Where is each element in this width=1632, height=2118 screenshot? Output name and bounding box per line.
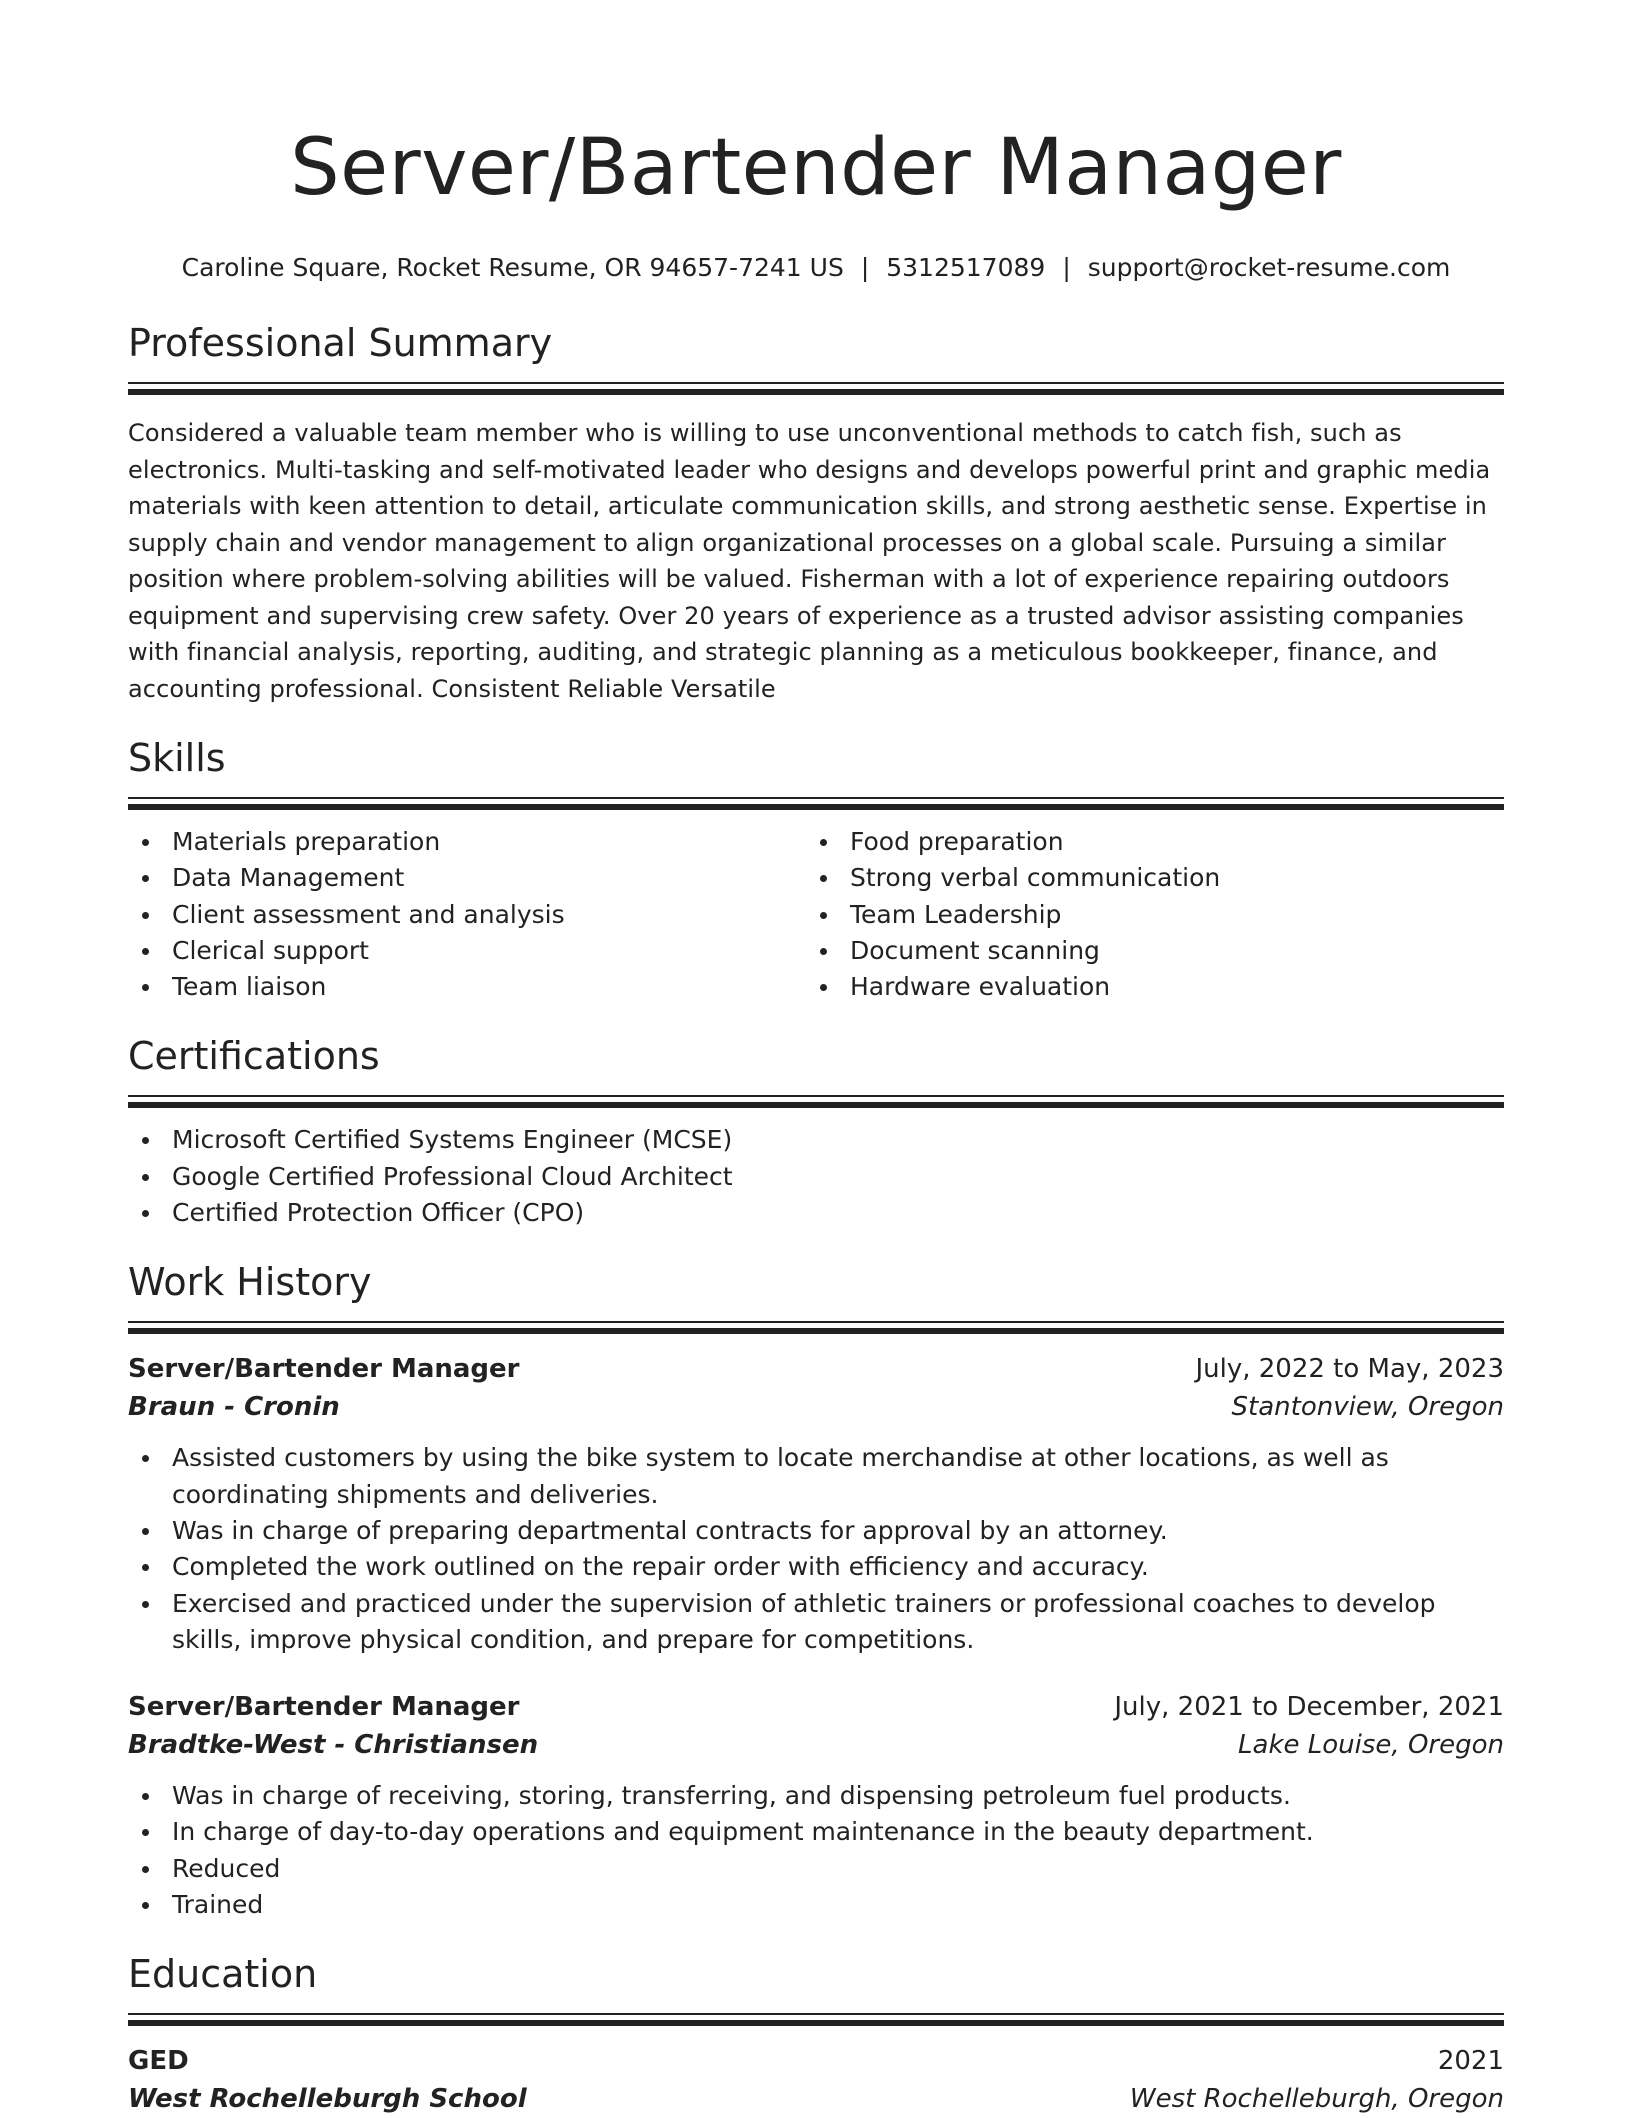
skill-item: Strong verbal communication [806, 860, 1484, 896]
job-bullets [128, 1778, 1504, 1923]
job-dates: July, 2021 to December, 2021 [1114, 1692, 1504, 1723]
job-dates: July, 2022 to May, 2023 [1195, 1354, 1504, 1385]
contact-separator: | [1062, 253, 1071, 282]
job-bullet: In charge of day-to-day operations and equipment maintenance in the beauty department. [128, 1814, 1504, 1850]
job-bullet: Trained [128, 1887, 1504, 1923]
education-year: 2021 [1437, 2046, 1504, 2077]
education-header [128, 2042, 1504, 2080]
contact-line [128, 252, 1504, 284]
job-entry [128, 1350, 1504, 1658]
contact-email: support@rocket-resume.com [1087, 253, 1451, 282]
certification-item: Microsoft Certified Systems Engineer (MCSE) [128, 1122, 1504, 1158]
section-title-summary: Professional Summary [128, 321, 553, 365]
certifications-list [128, 1122, 1504, 1231]
section-title-work-history: Work History [128, 1260, 372, 1305]
job-company: Bradtke-West - Christiansen [128, 1730, 539, 1761]
section-title-education: Education [128, 1952, 318, 1997]
job-bullets [128, 1440, 1504, 1658]
education-entry [128, 2042, 1504, 2118]
job-header [128, 1688, 1504, 1726]
skill-item: Data Management [128, 860, 806, 896]
job-bullet: Assisted customers by using the bike system to locate merchandise at other locations, as well as coordinating shipments and deliveries. [128, 1440, 1504, 1513]
job-subheader [128, 1388, 1504, 1426]
job-bullet: Exercised and practiced under the supervision of athletic trainers or professional coaches to develop skills, improve physical condition, and prepare for competitions. [128, 1586, 1504, 1659]
section-title-certifications: Certifications [128, 1034, 380, 1079]
skill-item: Hardware evaluation [806, 969, 1484, 1005]
skill-item: Client assessment and analysis [128, 897, 806, 933]
skills-list-left [128, 824, 806, 1005]
job-bullet: Completed the work outlined on the repair order with efficiency and accuracy. [128, 1549, 1504, 1585]
section-divider [128, 1095, 1504, 1108]
certification-item: Certified Protection Officer (CPO) [128, 1195, 1504, 1231]
education-subheader [128, 2080, 1504, 2118]
certifications-section [128, 1031, 1504, 1231]
skill-item: Materials preparation [128, 824, 806, 860]
job-title: Server/Bartender Manager [128, 1692, 520, 1723]
certification-item: Google Certified Professional Cloud Architect [128, 1159, 1504, 1195]
skill-item: Team liaison [128, 969, 806, 1005]
education-school: West Rochelleburgh School [128, 2084, 527, 2115]
skill-item: Document scanning [806, 933, 1484, 969]
skills-columns [128, 824, 1504, 1005]
resume-name: Server/Bartender Manager [290, 123, 1342, 213]
resume-page [128, 0, 1504, 2118]
job-header [128, 1350, 1504, 1388]
skill-item: Food preparation [806, 824, 1484, 860]
education-degree: GED [128, 2046, 189, 2077]
job-location: Stantonview, Oregon [1231, 1392, 1504, 1423]
job-entry [128, 1688, 1504, 1923]
work-history-section [128, 1257, 1504, 1923]
skill-item: Team Leadership [806, 897, 1484, 933]
education-location: West Rochelleburgh, Oregon [1129, 2084, 1504, 2115]
skill-item: Clerical support [128, 933, 806, 969]
section-divider [128, 1321, 1504, 1334]
section-divider [128, 797, 1504, 810]
job-bullet: Reduced [128, 1851, 1504, 1887]
job-company: Braun - Cronin [128, 1392, 340, 1423]
summary-text: Considered a valuable team member who is willing to use unconventional methods to catch fish, such as electronics. Multi-tasking and self-motivated leader who designs and develops powerful print and graphic media materials with keen attention to detail, articulate communication skills, and strong aesthetic sense. Expertise in supply chain and vendor management to align organizational processes on a global scale. Pursuing a similar position where problem-solving abilities will be valued. Fisherman with a lot of experience repairing outdoors equipment and supervising crew safety. Over 20 years of experience as a trusted advisor assisting companies with financial analysis, reporting, auditing, and strategic planning as a meticulous bookkeeper, finance, and accounting professional. Consistent Reliable Versatile [128, 419, 1491, 703]
contact-separator: | [860, 253, 870, 282]
contact-address: Caroline Square, Rocket Resume, OR 94657-7241 US [181, 253, 844, 282]
job-bullet: Was in charge of preparing departmental contracts for approval by an attorney. [128, 1513, 1504, 1549]
section-title-skills: Skills [128, 736, 226, 780]
skills-list-right [806, 824, 1484, 1005]
skills-section [128, 733, 1504, 1005]
job-title: Server/Bartender Manager [128, 1354, 520, 1385]
contact-phone: 5312517089 [886, 253, 1046, 282]
summary-section [128, 318, 1504, 707]
job-location: Lake Louise, Oregon [1238, 1730, 1504, 1761]
section-divider [128, 2013, 1504, 2026]
education-section [128, 1949, 1504, 2118]
section-divider [128, 382, 1504, 395]
job-subheader [128, 1726, 1504, 1764]
job-bullet: Was in charge of receiving, storing, transferring, and dispensing petroleum fuel products. [128, 1778, 1504, 1814]
